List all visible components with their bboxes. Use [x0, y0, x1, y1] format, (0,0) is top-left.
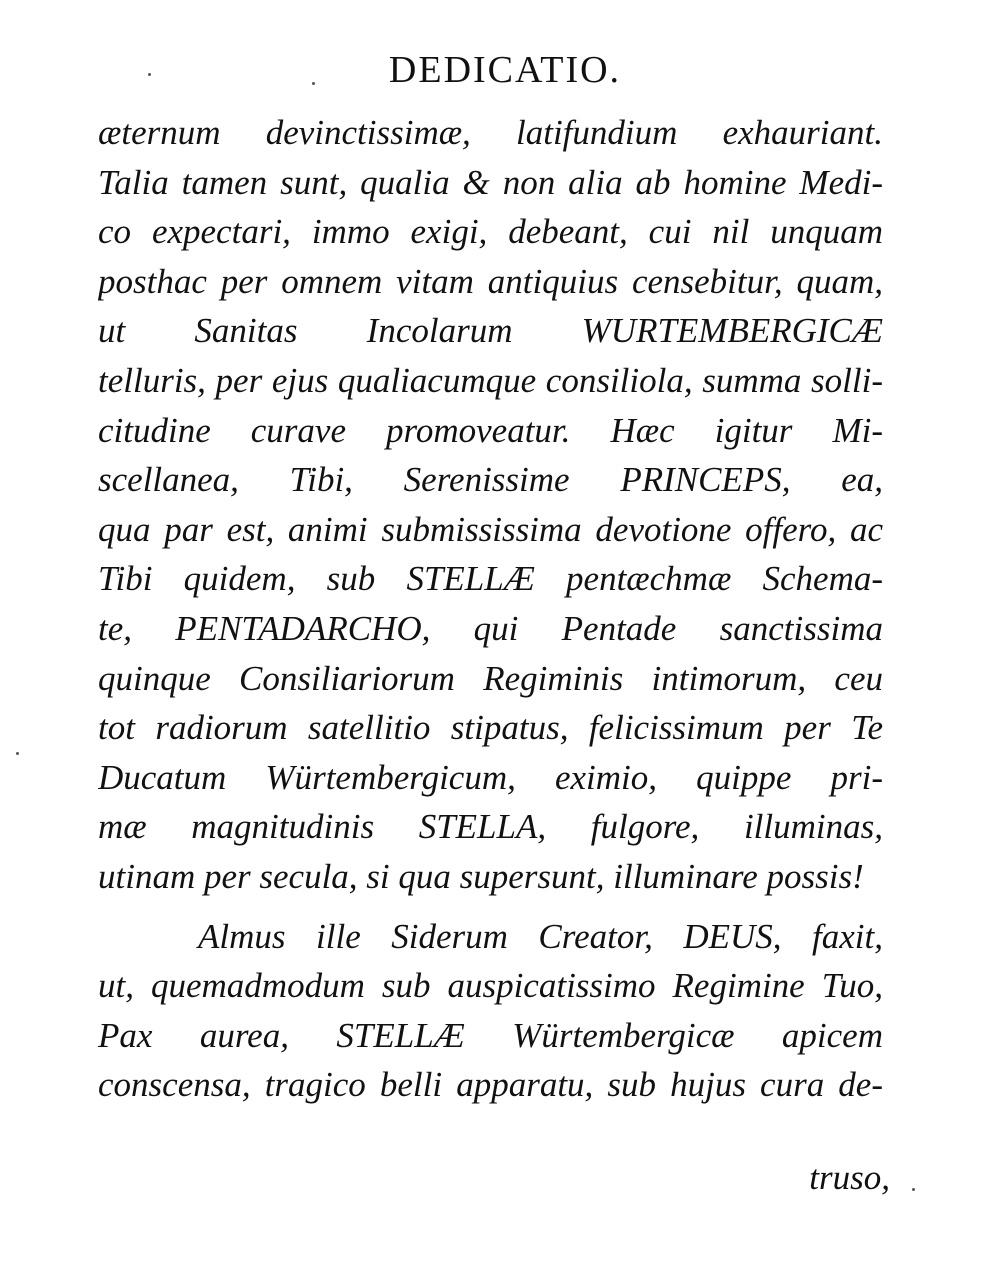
text-line: utinam per secula, si qua supersunt, illuminare possis!	[98, 856, 864, 896]
text-line: ut Sanitas Incolarum WURTEMBERGICÆ	[98, 311, 883, 351]
text-line-paragraph-start: Almus ille Siderum Creator, DEUS, faxit,	[198, 916, 883, 956]
print-speck	[912, 1188, 915, 1191]
text-line: tot radiorum satellitio stipatus, felicissimum per Te	[98, 708, 883, 748]
text-line: posthac per omnem vitam antiquius censebitur, quam,	[98, 261, 883, 301]
text-line: citudine curave promoveatur. Hæc igitur Mi-	[98, 410, 883, 450]
text-line: te, PENTADARCHO, qui Pentade sanctissima	[98, 608, 883, 648]
text-line: scellanea, Tibi, Serenissime PRINCEPS, ea,	[98, 460, 883, 500]
text-line: telluris, per ejus qualiacumque consiliola, summa solli-	[98, 360, 883, 400]
text-line: Talia tamen sunt, qualia & non alia ab homine Medi-	[98, 162, 883, 202]
text-line: mæ magnitudinis STELLA, fulgore, illuminas,	[98, 807, 883, 847]
dedication-text	[98, 108, 883, 1110]
text-line: æternum devinctissimæ, latifundium exhauriant.	[98, 113, 883, 152]
text-line: qua par est, animi submississima devotione offero, ac	[98, 509, 883, 549]
text-line: Pax aurea, STELLÆ Würtembergicæ apicem	[98, 1015, 883, 1055]
text-line: Ducatum Würtembergicum, eximio, quippe pri-	[98, 757, 883, 797]
text-line: co expectari, immo exigi, debeant, cui nil unquam	[98, 212, 883, 252]
text-line: ut, quemadmodum sub auspicatissimo Regimine Tuo,	[98, 966, 883, 1006]
catchword: truso,	[809, 1158, 890, 1197]
text-line: conscensa, tragico belli apparatu, sub hujus cura de-	[98, 1065, 883, 1105]
text-line: Tibi quidem, sub STELLÆ pentæchmæ Schema-	[98, 559, 883, 599]
print-speck	[16, 752, 19, 755]
text-line: quinque Consiliariorum Regiminis intimorum, ceu	[98, 658, 883, 698]
page-header: DEDICATIO.	[388, 49, 622, 91]
